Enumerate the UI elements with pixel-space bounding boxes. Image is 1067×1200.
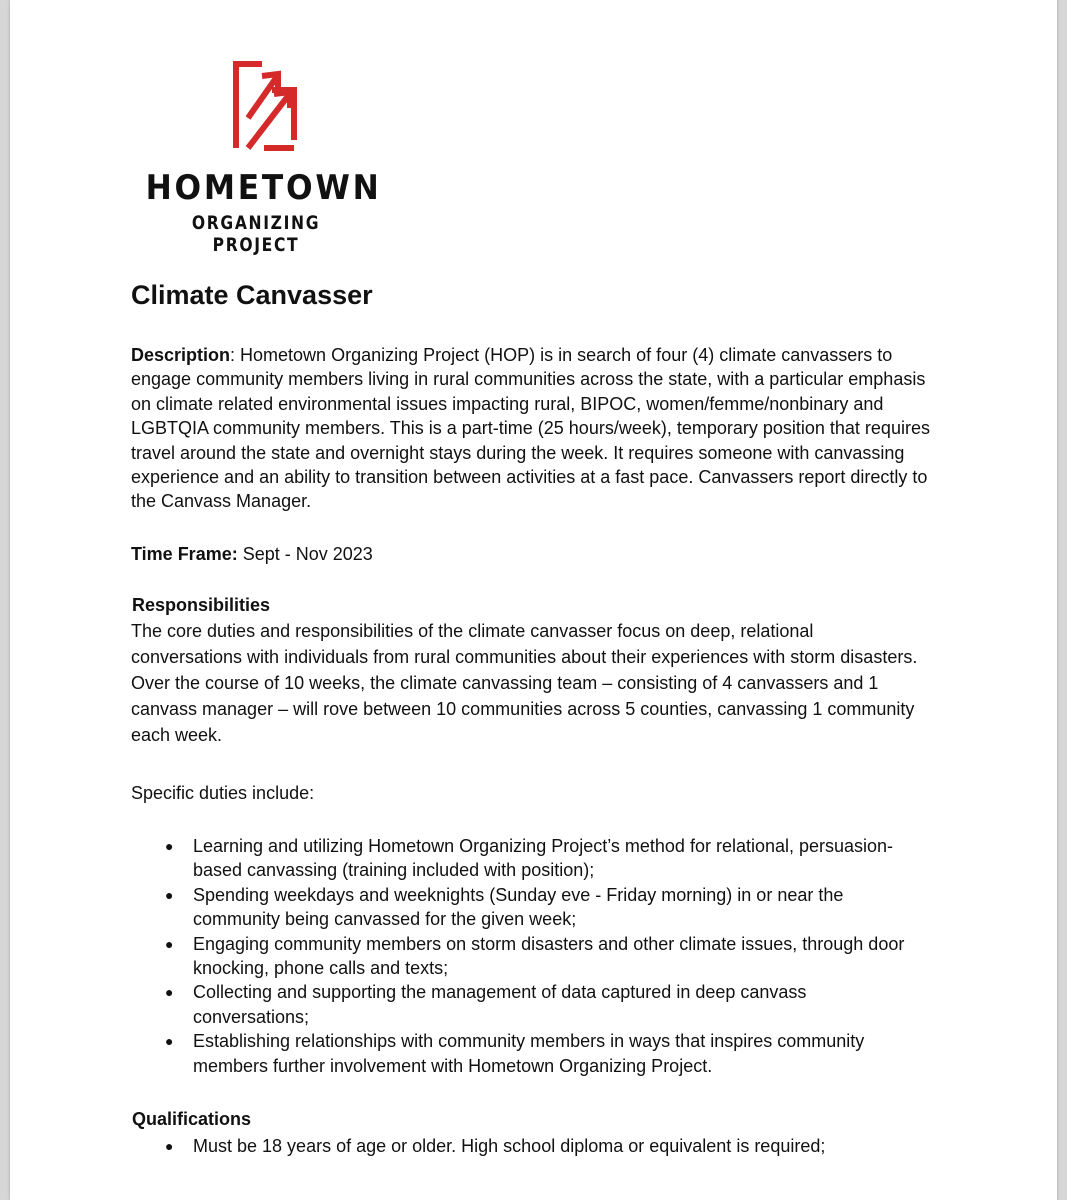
bullet-icon: ●	[165, 886, 174, 903]
logo-wordmark: HOMETOWN	[145, 168, 382, 208]
list-item	[131, 1134, 911, 1158]
list-item-text: Establishing relationships with community members in ways that inspires community members further involvement with Hometown Organizing Project.	[193, 1031, 865, 1076]
list-item-text: Learning and utilizing Hometown Organizing Project’s method for relational, persuasion-based canvassing (training included with position);	[193, 836, 894, 881]
qualifications-heading: Qualifications	[132, 1109, 252, 1129]
description-text: : Hometown Organizing Project (HOP) is in search of four (4) climate canvassers to engage community members living in rural communities across the state, with a particular emphasis on climate related environmental issues impacting rural, BIPOC, women/femme/nonbinary and LGBTQIA community members. This is a part-time (25 hours/week), temporary position that requires travel around the state and overnight stays during the week. It requires someone with canvassing experience and an ability to transition between activities at a fast pace. Canvassers report directly to the Canvass Manager.	[131, 345, 930, 512]
bullet-icon: ●	[165, 935, 174, 952]
hop-logo	[136, 60, 382, 256]
bullet-icon: ●	[165, 838, 174, 854]
list-item	[131, 932, 911, 981]
list-item-text: Collecting and supporting the management of data captured in deep canvass conversations;	[193, 982, 807, 1027]
duties-list	[131, 834, 911, 1078]
time-frame-label: Time Frame:	[131, 544, 238, 564]
specific-duties-intro: Specific duties include:	[131, 783, 315, 803]
list-item	[131, 883, 911, 932]
list-item	[131, 834, 911, 883]
list-item	[131, 980, 911, 1029]
list-item-text: Engaging community members on storm disasters and other climate issues, through door knocking, phone calls and texts;	[193, 933, 905, 979]
list-item-text: Spending weekdays and weeknights (Sunday eve - Friday morning) in or near the community being canvassed for the given week;	[193, 884, 844, 930]
time-frame	[131, 542, 373, 566]
description-paragraph	[131, 343, 946, 514]
bullet-icon: ●	[165, 984, 174, 1001]
logo-subtitle: ORGANIZING PROJECT	[191, 212, 321, 256]
bullet-icon: ●	[165, 1033, 174, 1050]
list-item	[131, 1029, 911, 1078]
page-title: Climate Canvasser	[131, 280, 373, 310]
responsibilities-heading: Responsibilities	[132, 595, 271, 615]
time-frame-value: Sept - Nov 2023	[237, 544, 373, 564]
bullet-icon: ●	[165, 1138, 174, 1154]
list-item-text: Must be 18 years of age or older. High school diploma or equivalent is required;	[193, 1136, 826, 1156]
description-label: Description	[131, 345, 231, 365]
document-page	[10, 0, 1057, 1200]
responsibilities-text: The core duties and responsibilities of the climate canvasser focus on deep, relational conversations with individuals from rural communities about their experiences with storm disasters. Over the course of 10 weeks, the climate canvassing team – consisting of 4 canvassers and 1 canvass manager – will rove between 10 communities across 5 counties, canvassing 1 community each week.	[131, 621, 918, 745]
qualifications-list	[131, 1134, 911, 1158]
hop-arrows-logo-icon	[232, 60, 298, 155]
